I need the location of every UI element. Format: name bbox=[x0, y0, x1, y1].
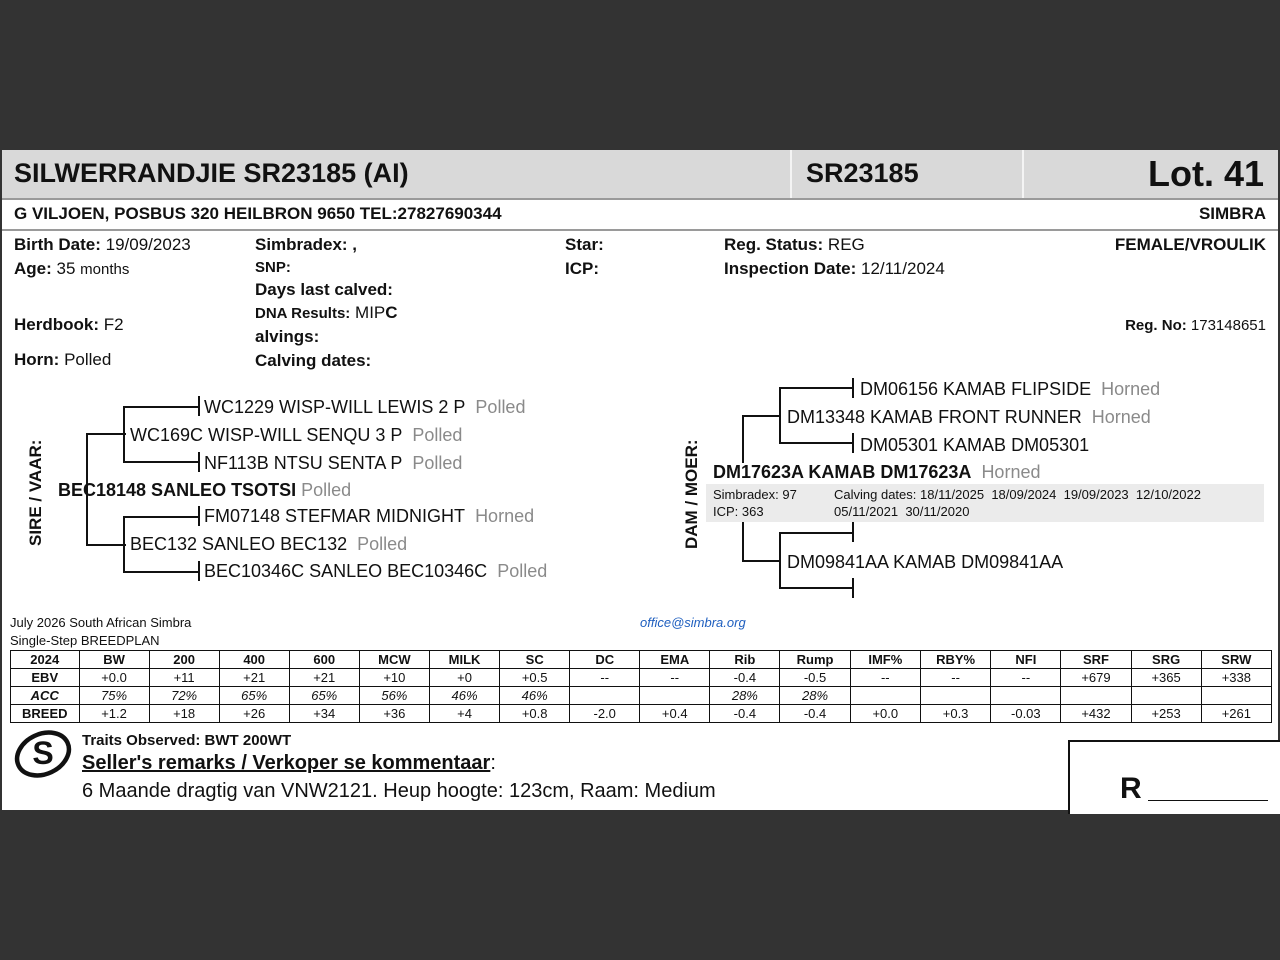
breedplan-row bbox=[11, 669, 1272, 687]
dam-info-band bbox=[706, 484, 1264, 522]
sex: FEMALE/VROULIK bbox=[1114, 235, 1266, 254]
owner-row bbox=[2, 200, 1278, 231]
breedplan-cell bbox=[991, 687, 1061, 705]
breedplan-row-label: ACC bbox=[11, 687, 80, 705]
sire-tree-line bbox=[86, 433, 126, 435]
dam-tree-line bbox=[742, 415, 780, 417]
sire-dam: BEC132 SANLEO BEC132 Polled bbox=[130, 534, 408, 554]
sire: BEC18148 SANLEO TSOTSI Polled bbox=[58, 480, 352, 500]
header-divider bbox=[790, 150, 792, 198]
dam: DM17623A KAMAB DM17623A Horned bbox=[713, 462, 1041, 482]
dam-icp: ICP: 363 bbox=[713, 504, 764, 519]
breedplan-cell: -- bbox=[850, 669, 920, 687]
breed-name: SIMBRA bbox=[1198, 204, 1266, 223]
dam-tree-line bbox=[779, 442, 853, 444]
breedplan-cell: +0 bbox=[429, 669, 499, 687]
sire-tree-line bbox=[198, 506, 200, 526]
breedplan-cell: +0.3 bbox=[920, 705, 990, 723]
age: Age: 35 months bbox=[14, 259, 130, 278]
breedplan-cell: +365 bbox=[1131, 669, 1201, 687]
dam-tree-line bbox=[779, 387, 853, 389]
breedplan-row-label: EBV bbox=[11, 669, 80, 687]
lot-card bbox=[2, 150, 1278, 810]
dam-calving-dates-cont: 05/11/2021 30/11/2020 bbox=[834, 504, 970, 519]
reg-status: Reg. Status: REG bbox=[724, 235, 865, 254]
sire-sire-sire: WC1229 WISP-WILL LEWIS 2 P Polled bbox=[204, 397, 526, 417]
sire-tree-line bbox=[123, 516, 199, 518]
dam-sire: DM13348 KAMAB FRONT RUNNER Horned bbox=[787, 407, 1151, 427]
dam-tree-line bbox=[852, 433, 854, 453]
breedplan-row bbox=[11, 705, 1272, 723]
dam-tree-line bbox=[779, 387, 781, 444]
breedplan-cell bbox=[850, 687, 920, 705]
inspection-date: Inspection Date: 12/11/2024 bbox=[724, 259, 945, 278]
breedplan-cell: 400 bbox=[219, 651, 289, 669]
dam-tree-line bbox=[779, 587, 853, 589]
sire-tree-line bbox=[198, 561, 200, 581]
breedplan-cell: BW bbox=[79, 651, 149, 669]
breedplan-cell: 28% bbox=[780, 687, 850, 705]
dam-simbradex: Simbradex: 97 bbox=[713, 487, 797, 502]
simbra-logo-icon bbox=[12, 728, 76, 780]
dam-dam: DM09841AA KAMAB DM09841AA bbox=[787, 552, 1064, 572]
breedplan-cell: +261 bbox=[1201, 705, 1271, 723]
breedplan-cell: +11 bbox=[149, 669, 219, 687]
breedplan-cell: SRW bbox=[1201, 651, 1271, 669]
breedplan-cell: RBY% bbox=[920, 651, 990, 669]
dam-tree-line bbox=[742, 522, 744, 562]
breedplan-cell: -0.4 bbox=[710, 705, 780, 723]
breedplan-cell: MILK bbox=[429, 651, 499, 669]
breedplan-cell: +0.0 bbox=[850, 705, 920, 723]
breedplan-subcaption: Single-Step BREEDPLAN bbox=[10, 633, 160, 648]
breedplan-cell: +0.4 bbox=[640, 705, 710, 723]
breedplan-row bbox=[11, 651, 1272, 669]
breedplan-row bbox=[11, 687, 1272, 705]
breedplan-cell: +1.2 bbox=[79, 705, 149, 723]
breedplan-cell: -- bbox=[640, 669, 710, 687]
breedplan-cell: +26 bbox=[219, 705, 289, 723]
alvings-label: alvings: bbox=[255, 327, 320, 346]
breedplan-cell: 56% bbox=[359, 687, 429, 705]
breedplan-table bbox=[10, 650, 1272, 723]
sire-tree-line bbox=[198, 452, 200, 472]
breedplan-cell: IMF% bbox=[850, 651, 920, 669]
breedplan-cell: 46% bbox=[500, 687, 570, 705]
breedplan-cell: MCW bbox=[359, 651, 429, 669]
header-divider bbox=[1022, 150, 1024, 198]
email-link[interactable]: office@simbra.org bbox=[640, 615, 746, 630]
breedplan-cell: +21 bbox=[219, 669, 289, 687]
remarks-text: 6 Maande dragtig van VNW2121. Heup hoogte: 123cm, Raam: Medium bbox=[82, 780, 716, 802]
breedplan-cell: +253 bbox=[1131, 705, 1201, 723]
r-label: R bbox=[1120, 772, 1142, 805]
breedplan-cell: +4 bbox=[429, 705, 499, 723]
breedplan-cell: NFI bbox=[991, 651, 1061, 669]
herdbook: Herdbook: F2 bbox=[14, 315, 124, 334]
sire-tree-line bbox=[123, 571, 199, 573]
breedplan-cell: Rump bbox=[780, 651, 850, 669]
breedplan-cell: +432 bbox=[1061, 705, 1131, 723]
breedplan-cell: 65% bbox=[289, 687, 359, 705]
dam-tree-line bbox=[742, 415, 744, 463]
bid-box bbox=[1068, 740, 1280, 814]
breedplan-cell: +21 bbox=[289, 669, 359, 687]
traits-observed: Traits Observed: BWT 200WT bbox=[82, 732, 292, 749]
breedplan-cell: +34 bbox=[289, 705, 359, 723]
dam-sire-sire: DM06156 KAMAB FLIPSIDE Horned bbox=[860, 379, 1161, 399]
birth-date: Birth Date: 19/09/2023 bbox=[14, 235, 191, 254]
horn-status: Horn: Polled bbox=[14, 350, 112, 369]
breedplan-cell: 75% bbox=[79, 687, 149, 705]
star-label: Star: bbox=[565, 235, 604, 254]
dam-tree-line bbox=[852, 578, 854, 598]
breedplan-cell: Rib bbox=[710, 651, 780, 669]
breedplan-caption: July 2026 South African Simbra bbox=[10, 615, 192, 630]
breedplan-cell: -0.4 bbox=[780, 705, 850, 723]
breedplan-cell: +0.8 bbox=[500, 705, 570, 723]
price-line bbox=[1148, 800, 1268, 801]
sire-side-label: SIRE / VAAR: bbox=[26, 439, 45, 546]
breedplan-cell: +36 bbox=[359, 705, 429, 723]
dam-tree-line bbox=[742, 560, 780, 562]
breedplan-cell bbox=[640, 687, 710, 705]
breedplan-row-label: BREED bbox=[11, 705, 80, 723]
animal-name: SILWERRANDJIE SR23185 (AI) bbox=[14, 158, 409, 188]
breedplan-cell: +0.5 bbox=[500, 669, 570, 687]
breedplan-cell: SC bbox=[500, 651, 570, 669]
sire-tree-line bbox=[123, 461, 199, 463]
dam-side-label: DAM / MOER: bbox=[682, 439, 701, 549]
days-last-calved-label: Days last calved: bbox=[255, 280, 393, 299]
breedplan-cell bbox=[570, 687, 640, 705]
dna-results: DNA Results: MIPC bbox=[255, 303, 398, 322]
owner-line: G VILJOEN, POSBUS 320 HEILBRON 9650 TEL:27827690344 bbox=[14, 204, 502, 223]
breedplan-cell: EMA bbox=[640, 651, 710, 669]
dam-calving-dates: Calving dates: 18/11/2025 18/09/2024 19/09/2023 12/10/2022 bbox=[834, 487, 1201, 502]
sire-sire-dam: NF113B NTSU SENTA P Polled bbox=[204, 453, 463, 473]
sire-tree-line bbox=[123, 406, 125, 463]
breedplan-cell: 72% bbox=[149, 687, 219, 705]
breedplan-cell: -0.5 bbox=[780, 669, 850, 687]
breedplan-cell bbox=[920, 687, 990, 705]
breedplan-cell bbox=[1061, 687, 1131, 705]
snp-label: SNP: bbox=[255, 259, 291, 276]
breedplan-cell: -- bbox=[570, 669, 640, 687]
dam-tree-line bbox=[779, 532, 781, 589]
dam-tree-line bbox=[779, 532, 853, 534]
sire-tree-line bbox=[123, 406, 199, 408]
simbradex-label: Simbradex: , bbox=[255, 235, 358, 254]
breedplan-cell: -0.4 bbox=[710, 669, 780, 687]
breedplan-row-label: 2024 bbox=[11, 651, 80, 669]
breedplan-cell: -2.0 bbox=[570, 705, 640, 723]
breedplan-cell: -- bbox=[991, 669, 1061, 687]
breedplan-cell: +0.0 bbox=[79, 669, 149, 687]
breedplan-cell: 46% bbox=[429, 687, 499, 705]
sire-dam-sire: FM07148 STEFMAR MIDNIGHT Horned bbox=[204, 506, 535, 526]
calving-dates-label: Calving dates: bbox=[255, 351, 372, 370]
breedplan-cell: SRG bbox=[1131, 651, 1201, 669]
breedplan-cell bbox=[1131, 687, 1201, 705]
lot-number: Lot. 41 bbox=[1147, 153, 1264, 194]
sire-dam-dam: BEC10346C SANLEO BEC10346C Polled bbox=[204, 561, 548, 581]
breedplan-cell: 200 bbox=[149, 651, 219, 669]
breedplan-cell: +679 bbox=[1061, 669, 1131, 687]
sire-tree-line bbox=[198, 396, 200, 416]
breedplan-cell: +18 bbox=[149, 705, 219, 723]
dam-sire-dam: DM05301 KAMAB DM05301 bbox=[860, 435, 1090, 455]
breedplan-cell: +338 bbox=[1201, 669, 1271, 687]
sire-sire: WC169C WISP-WILL SENQU 3 P Polled bbox=[130, 425, 463, 445]
breedplan-cell: -- bbox=[920, 669, 990, 687]
remarks-heading: Seller's remarks / Verkoper se kommentaar: bbox=[82, 752, 496, 774]
breedplan-cell: DC bbox=[570, 651, 640, 669]
dam-tree-line bbox=[852, 522, 854, 542]
icp-label: ICP: bbox=[565, 259, 599, 278]
animal-id: SR23185 bbox=[806, 158, 919, 188]
sire-tree-line bbox=[86, 544, 126, 546]
card-header bbox=[2, 150, 1278, 200]
sire-tree-line bbox=[123, 516, 125, 573]
breedplan-cell bbox=[1201, 687, 1271, 705]
breedplan-cell: 600 bbox=[289, 651, 359, 669]
svg-text:S: S bbox=[32, 735, 54, 771]
breedplan-cell: SRF bbox=[1061, 651, 1131, 669]
reg-number: Reg. No: 173148651 bbox=[1125, 317, 1266, 334]
breedplan-cell: 65% bbox=[219, 687, 289, 705]
breedplan-cell: 28% bbox=[710, 687, 780, 705]
breedplan-cell: +10 bbox=[359, 669, 429, 687]
breedplan-cell: -0.03 bbox=[991, 705, 1061, 723]
dam-tree-line bbox=[852, 378, 854, 398]
